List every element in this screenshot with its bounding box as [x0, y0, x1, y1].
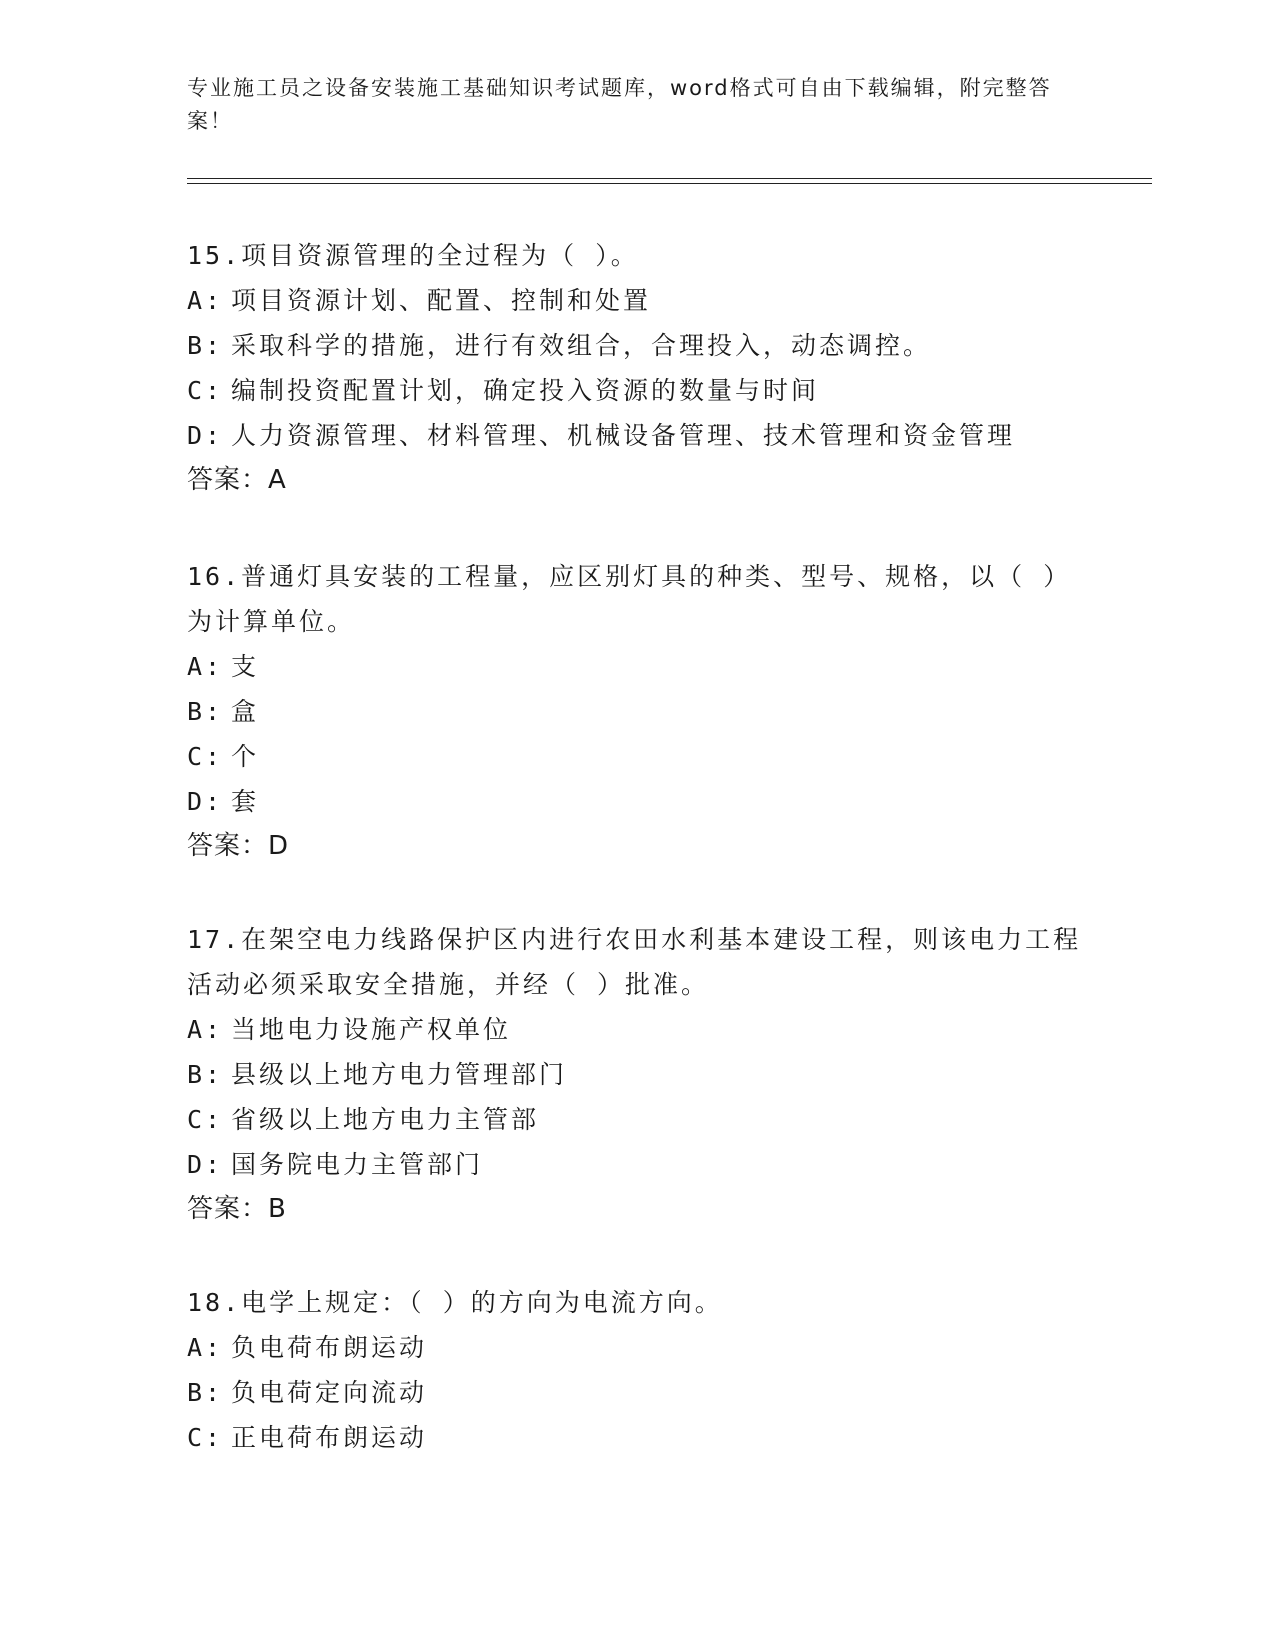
question-stem: 18.电学上规定：（ ）的方向为电流方向。	[187, 1288, 723, 1317]
answer-label: 答案：D	[187, 831, 290, 861]
option-d	[187, 1142, 1087, 1187]
option-text: 县级以上地方电力管理部门	[231, 1060, 568, 1089]
option-c	[187, 1415, 1087, 1460]
option-a	[187, 278, 1087, 323]
option-b	[187, 1052, 1087, 1097]
option-a	[187, 1007, 1087, 1052]
option-letter: B:	[187, 697, 224, 726]
option-text: 省级以上地方电力主管部	[231, 1105, 540, 1134]
option-c	[187, 734, 1087, 779]
option-letter: C:	[187, 1105, 224, 1134]
option-text: 采取科学的措施，进行有效组合，合理投入，动态调控。	[231, 331, 932, 360]
option-a	[187, 1325, 1087, 1370]
option-text: 盒	[231, 697, 260, 726]
option-letter: D:	[187, 1150, 224, 1179]
question-stem: 16.普通灯具安装的工程量，应区别灯具的种类、型号、规格，以（ ）为计算单位。	[187, 562, 1072, 636]
option-letter: B:	[187, 1060, 224, 1089]
option-text: 项目资源计划、配置、控制和处置	[231, 286, 652, 315]
option-d	[187, 779, 1087, 824]
header-divider-bottom	[187, 183, 1152, 184]
question-16	[187, 554, 1087, 869]
answer-label: 答案：A	[187, 465, 287, 495]
option-letter: D:	[187, 421, 224, 450]
option-letter: C:	[187, 1423, 224, 1452]
option-text: 支	[231, 652, 260, 681]
answer-label: 答案：B	[187, 1194, 287, 1224]
header-divider-top	[187, 178, 1152, 179]
option-a	[187, 644, 1087, 689]
question-15	[187, 233, 1087, 503]
option-text: 个	[231, 742, 260, 771]
document-header: 专业施工员之设备安装施工基础知识考试题库，word格式可自由下载编辑，附完整答案！	[187, 76, 1052, 133]
option-c	[187, 368, 1087, 413]
option-text: 负电荷定向流动	[231, 1378, 428, 1407]
option-letter: B:	[187, 1378, 224, 1407]
option-text: 国务院电力主管部门	[231, 1150, 484, 1179]
option-letter: A:	[187, 652, 224, 681]
option-letter: A:	[187, 1333, 224, 1362]
option-letter: C:	[187, 376, 224, 405]
option-letter: A:	[187, 286, 224, 315]
option-text: 套	[231, 787, 260, 816]
option-text: 正电荷布朗运动	[231, 1423, 428, 1452]
option-letter: B:	[187, 331, 224, 360]
question-stem: 15.项目资源管理的全过程为（ ）。	[187, 241, 639, 270]
option-letter: D:	[187, 787, 224, 816]
question-17	[187, 917, 1087, 1232]
option-b	[187, 1370, 1087, 1415]
option-b	[187, 323, 1087, 368]
option-d	[187, 413, 1087, 458]
option-c	[187, 1097, 1087, 1142]
option-text: 人力资源管理、材料管理、机械设备管理、技术管理和资金管理	[231, 421, 1016, 450]
option-b	[187, 689, 1087, 734]
question-18	[187, 1280, 1087, 1460]
option-letter: C:	[187, 742, 224, 771]
question-stem: 17.在架空电力线路保护区内进行农田水利基本建设工程，则该电力工程活动必须采取安全措施，并经（ ）批准。	[187, 925, 1082, 999]
option-text: 负电荷布朗运动	[231, 1333, 428, 1362]
option-text: 编制投资配置计划，确定投入资源的数量与时间	[231, 376, 820, 405]
option-text: 当地电力设施产权单位	[231, 1015, 512, 1044]
option-letter: A:	[187, 1015, 224, 1044]
